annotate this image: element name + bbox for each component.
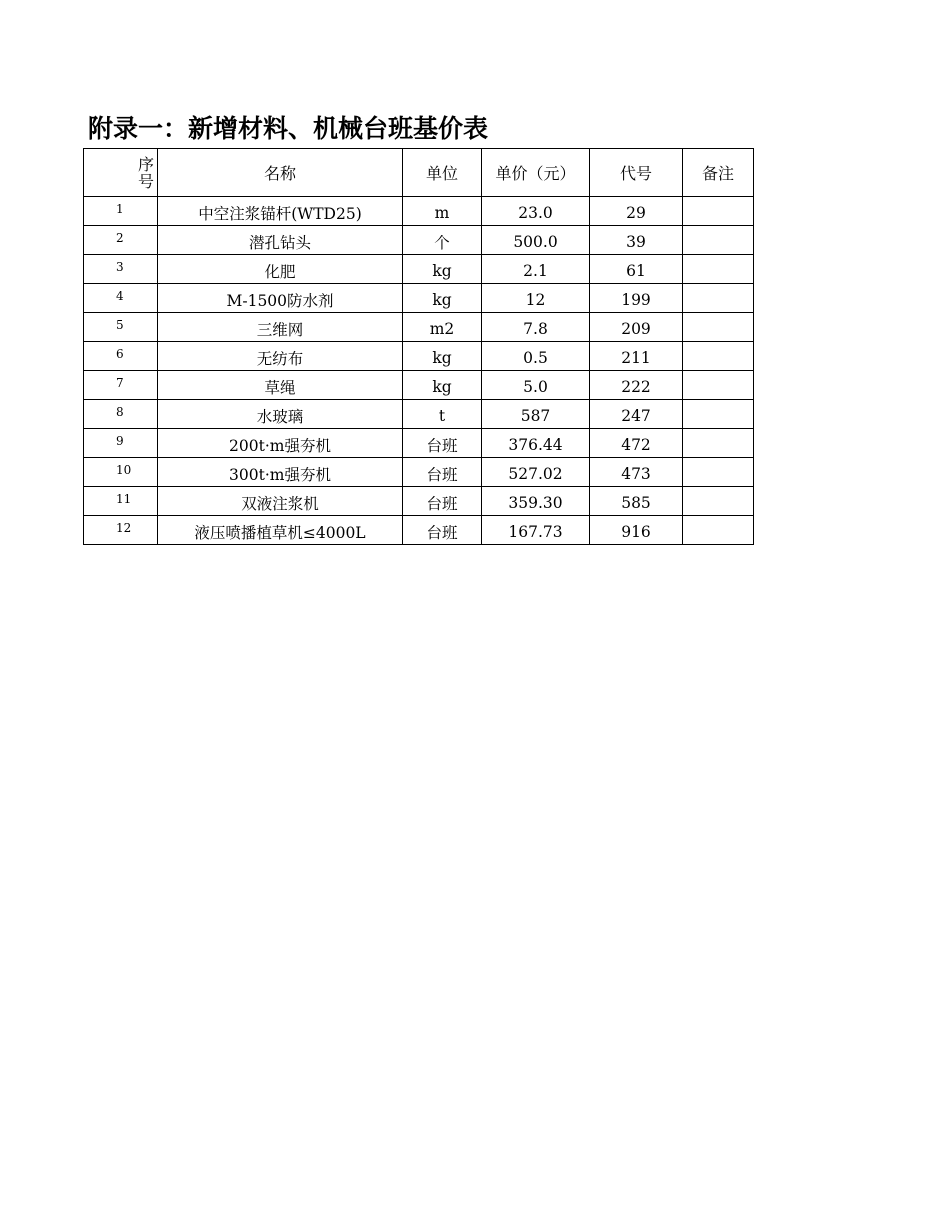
table-body <box>84 197 754 545</box>
row-code: 209 <box>590 313 683 342</box>
row-code: 222 <box>590 371 683 400</box>
row-remark <box>683 487 754 516</box>
row-price: 12 <box>482 284 590 313</box>
row-unit: 个 <box>403 226 482 255</box>
row-price: 527.02 <box>482 458 590 487</box>
row-unit: 台班 <box>403 458 482 487</box>
row-unit: 台班 <box>403 487 482 516</box>
row-price: 7.8 <box>482 313 590 342</box>
row-code: 472 <box>590 429 683 458</box>
table-row <box>84 487 754 516</box>
row-remark <box>683 255 754 284</box>
row-code: 916 <box>590 516 683 545</box>
table-row <box>84 255 754 284</box>
row-price: 5.0 <box>482 371 590 400</box>
row-name: 液压喷播植草机≤4000L <box>158 516 403 545</box>
row-seq: 9 <box>84 429 158 458</box>
row-code: 29 <box>590 197 683 226</box>
row-name: 水玻璃 <box>158 400 403 429</box>
row-price: 23.0 <box>482 197 590 226</box>
row-name: 草绳 <box>158 371 403 400</box>
header-seq: 序号 <box>84 149 158 197</box>
row-name: 三维网 <box>158 313 403 342</box>
row-price: 359.30 <box>482 487 590 516</box>
row-seq: 4 <box>84 284 158 313</box>
row-seq: 6 <box>84 342 158 371</box>
row-unit: m <box>403 197 482 226</box>
row-price: 376.44 <box>482 429 590 458</box>
row-remark <box>683 400 754 429</box>
row-price: 0.5 <box>482 342 590 371</box>
table-row <box>84 429 754 458</box>
row-remark <box>683 226 754 255</box>
row-price: 2.1 <box>482 255 590 284</box>
row-remark <box>683 516 754 545</box>
row-remark <box>683 371 754 400</box>
row-seq: 10 <box>84 458 158 487</box>
row-unit: 台班 <box>403 516 482 545</box>
row-code: 585 <box>590 487 683 516</box>
row-seq: 8 <box>84 400 158 429</box>
table-row <box>84 226 754 255</box>
row-unit: t <box>403 400 482 429</box>
row-unit: kg <box>403 255 482 284</box>
row-name: 无纺布 <box>158 342 403 371</box>
row-code: 211 <box>590 342 683 371</box>
row-name: 双液注浆机 <box>158 487 403 516</box>
header-name: 名称 <box>158 149 403 197</box>
row-seq: 1 <box>84 197 158 226</box>
table-header <box>84 149 754 197</box>
header-unit: 单位 <box>403 149 482 197</box>
row-name: 潜孔钻头 <box>158 226 403 255</box>
table-row <box>84 313 754 342</box>
row-code: 39 <box>590 226 683 255</box>
row-remark <box>683 429 754 458</box>
table-row <box>84 516 754 545</box>
row-code: 61 <box>590 255 683 284</box>
table-row <box>84 284 754 313</box>
row-seq: 2 <box>84 226 158 255</box>
row-code: 247 <box>590 400 683 429</box>
row-remark <box>683 197 754 226</box>
table-row <box>84 458 754 487</box>
row-unit: m2 <box>403 313 482 342</box>
header-code: 代号 <box>590 149 683 197</box>
row-name: 300t·m强夯机 <box>158 458 403 487</box>
row-code: 199 <box>590 284 683 313</box>
table-row <box>84 197 754 226</box>
row-name: 化肥 <box>158 255 403 284</box>
row-seq: 7 <box>84 371 158 400</box>
header-price: 单价（元） <box>482 149 590 197</box>
row-unit: 台班 <box>403 429 482 458</box>
base-price-table <box>83 148 754 545</box>
table-row <box>84 400 754 429</box>
row-remark <box>683 342 754 371</box>
page-title: 附录一：新增材料、机械台班基价表 <box>88 114 489 143</box>
row-unit: kg <box>403 371 482 400</box>
table-row <box>84 342 754 371</box>
row-price: 167.73 <box>482 516 590 545</box>
row-name: 中空注浆锚杆(WTD25) <box>158 197 403 226</box>
header-row <box>84 149 754 197</box>
row-code: 473 <box>590 458 683 487</box>
row-unit: kg <box>403 342 482 371</box>
row-remark <box>683 284 754 313</box>
row-seq: 11 <box>84 487 158 516</box>
row-price: 500.0 <box>482 226 590 255</box>
row-seq: 12 <box>84 516 158 545</box>
row-price: 587 <box>482 400 590 429</box>
table-row <box>84 371 754 400</box>
row-name: 200t·m强夯机 <box>158 429 403 458</box>
row-seq: 5 <box>84 313 158 342</box>
row-name: M-1500防水剂 <box>158 284 403 313</box>
row-remark <box>683 458 754 487</box>
row-seq: 3 <box>84 255 158 284</box>
header-remark: 备注 <box>683 149 754 197</box>
row-unit: kg <box>403 284 482 313</box>
row-remark <box>683 313 754 342</box>
